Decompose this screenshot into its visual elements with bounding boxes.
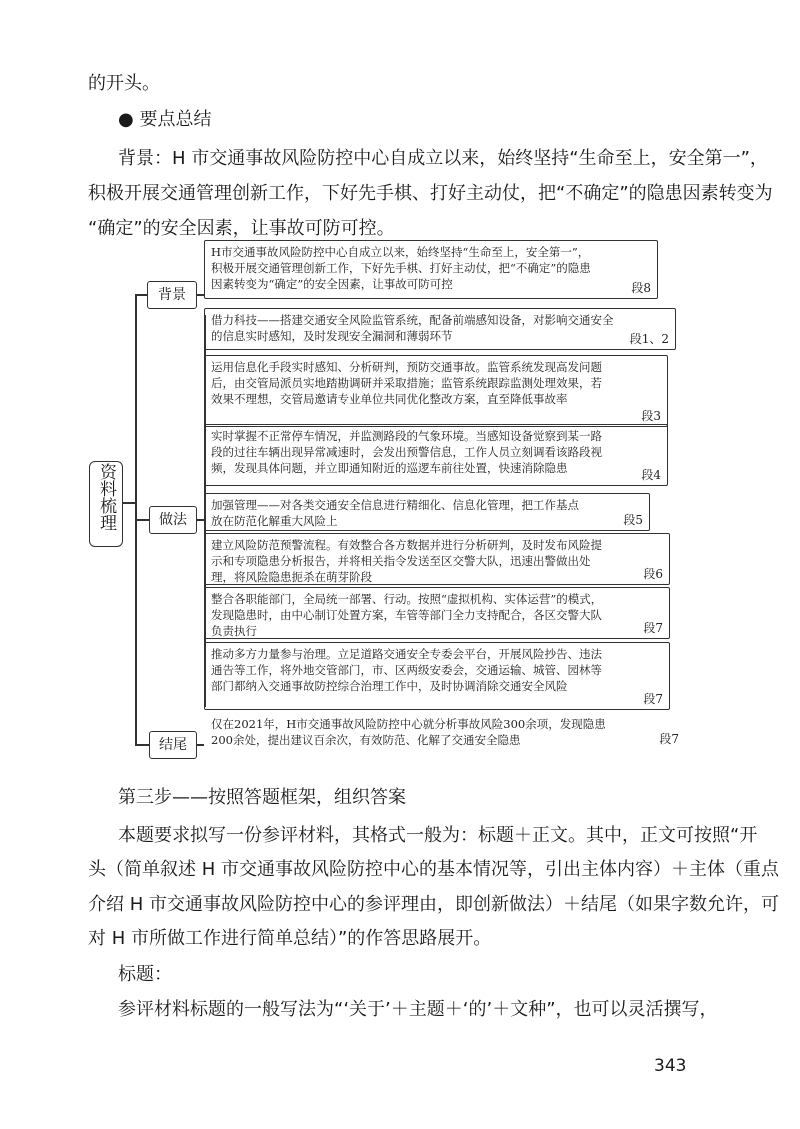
body-line-1: 本题要求拟写一份参评材料，其格式一般为：标题＋正文。其中，正文可按照“开 <box>118 825 758 846</box>
background-line-1: 背景：H 市交通事故风险防控中心自成立以来，始终坚持“生命至上，安全第一”， <box>118 148 768 169</box>
branch-connector-background <box>135 294 147 296</box>
section-heading: ● 要点总结 <box>118 109 212 130</box>
body-line-2: 头（简单叙述 H 市交通事故风险防控中心的基本情况等，引出主体内容）＋主体（重点 <box>88 859 779 880</box>
body-line-3: 介绍 H 市交通事故风险防控中心的参评理由，即创新做法）＋结尾（如果字数允许，可 <box>88 894 779 915</box>
background-line-2: 积极开展交通管理创新工作，下好先手棋、打好主动仗，把“不确定”的隐患因素转变为 <box>88 183 773 204</box>
step-heading: 第三步——按照答题框架，组织答案 <box>118 787 406 808</box>
page-number: 343 <box>654 1056 687 1076</box>
root-node: 资料梳理 <box>89 461 123 547</box>
diagram-box-method-3: 实时掌握不正常停车情况，并监测路段的气象环境。当感知设备觉察到某一路段的过往车辆出现异常减速时，会发出预警信息，工作人员立刻调看该路段视频，发现具体问题，并立即通知附近的巡逻车前往处置，快速消除隐患 段4 <box>204 424 668 486</box>
title-label: 标题： <box>118 964 172 985</box>
background-line-3: “确定”的安全因素，让事故可防可控。 <box>88 218 395 239</box>
branch-label-methods: 做法 <box>149 506 197 534</box>
ending-to-box <box>196 744 204 746</box>
root-connector <box>121 502 135 504</box>
branch-connector-ending <box>135 744 149 746</box>
bg-to-box <box>196 294 204 296</box>
methods-to-boxes <box>196 519 204 521</box>
branch-label-background: 背景 <box>147 281 197 309</box>
body-line-4: 对 H 市所做工作进行简单总结）”的作答思路展开。 <box>88 928 492 949</box>
diagram-box-method-7: 推动多方力量参与治理。立足道路交通安全专委会平台，开展风险抄告、违法通告等工作，将外地交管部门，市、区两级安委会，交通运输、城管、园林等部门都纳入交通事故防控综合治理工作中，及时协调消除交通安全风险 段7 <box>204 642 670 710</box>
diagram-box-method-4: 加强管理——对各类交通安全信息进行精细化、信息化管理，把工作基点放在防范化解重大风险上 段5 <box>204 493 650 531</box>
branch-label-ending: 结尾 <box>149 731 197 759</box>
diagram-box-method-1: 借力科技——搭建交通安全风险监管系统，配备前端感知设备，对影响交通安全的信息实时感知，及时发现安全漏洞和薄弱环节 段1、2 <box>204 308 676 350</box>
intro-tail: 的开头。 <box>88 73 160 94</box>
diagram-box-method-6: 整合各职能部门，全局统一部署、行动。按照“虚拟机构、实体运营”的模式，发现隐患时，由中心制订处置方案，车管等部门全力支持配合，各区交警大队负责执行 段7 <box>204 587 670 639</box>
diagram-box-method-2: 运用信息化手段实时感知、分析研判，预防交通事故。监管系统发现高发问题后，由交管局派员实地踏勘调研并采取措施；监管系统跟踪监测处理效果，若效果不理想，交管局邀请专业单位共同优化整改方案，直至降低事故率 段3 <box>204 355 668 427</box>
branch-connector-methods <box>135 519 149 521</box>
bullet-icon: ● <box>118 109 134 130</box>
diagram-box-method-5: 建立风险防范预警流程。有效整合各方数据并进行分析研判，及时发布风险提示和专项隐患分析报告，并将相关指令发送至区交警大队，迅速出警做出处理，将风险隐患扼杀在萌芽阶段 段6 <box>204 533 670 585</box>
diagram-box-background: H市交通事故风险防控中心自成立以来，始终坚持“生命至上，安全第一”，积极开展交通管理创新工作，下好先手棋、打好主动仗，把“不确定”的隐患因素转变为“确定”的安全因素，让事故可防可控 段8 <box>204 240 658 299</box>
diagram-box-ending: 仅在2021年，H市交通事故风险防控中心就分析事故风险300余项，发现隐患200余处，提出建议百余次，有效防范、化解了交通安全隐患 段7 <box>211 717 679 747</box>
last-line: 参评材料标题的一般写法为“‘关于’＋主题＋‘的’＋文种”，也可以灵活撰写， <box>118 999 718 1020</box>
